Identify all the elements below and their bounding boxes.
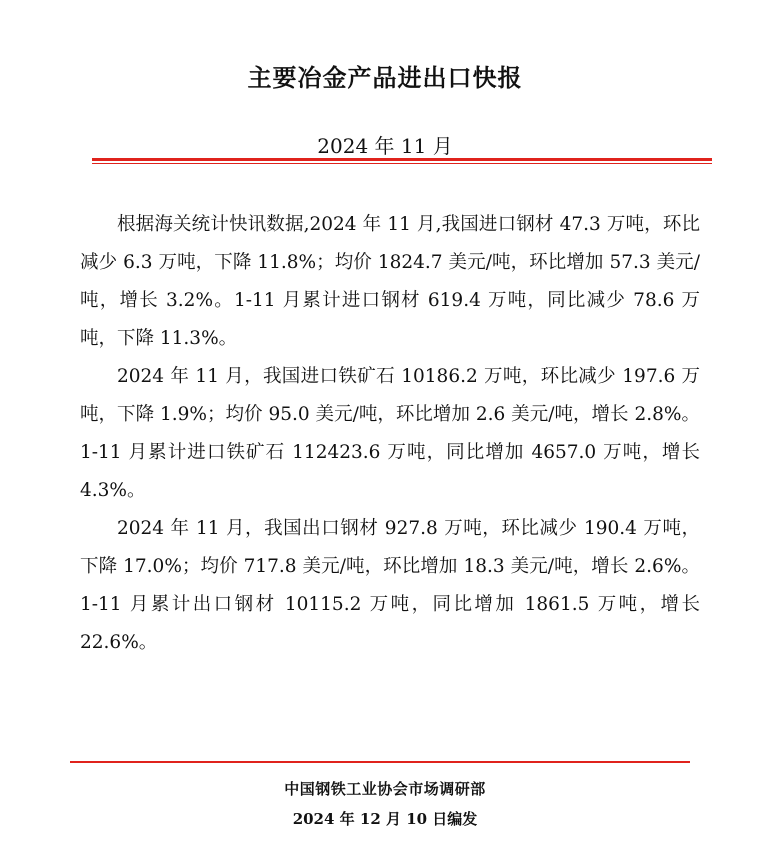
document-title: 主要冶金产品进出口快报 — [247, 64, 523, 92]
footer-rule — [70, 761, 690, 763]
header-rule-thin — [92, 163, 712, 164]
report-date: 2024 年 11 月 — [317, 134, 453, 158]
paragraph-iron-ore-imports: 2024 年 11 月，我国进口铁矿石 10186.2 万吨，环比减少 197.6 万吨，下降 1.9%；均价 95.0 美元/吨，环比增加 2.6 美元/吨，增长 2.8%。1-11 月累计进口铁矿石 112423.6 万吨，同比增加 4657.0 万吨，增长 4.3%。 — [80, 366, 700, 501]
paragraph-steel-exports: 2024 年 11 月，我国出口钢材 927.8 万吨，环比减少 190.4 万吨，下降 17.0%；均价 717.8 美元/吨，环比增加 18.3 美元/吨，增长 2.6%。1-11 月累计出口钢材 10115.2 万吨，同比增加 1861.5 万吨，增长 22.6%。 — [80, 518, 700, 653]
header-rule-thick — [92, 158, 712, 161]
paragraph-steel-imports: 根据海关统计快讯数据,2024 年 11 月,我国进口钢材 47.3 万吨，环比减少 6.3 万吨，下降 11.8%；均价 1824.7 美元/吨，环比增加 57.3 美元/吨，增长 3.2%。1-11 月累计进口钢材 619.4 万吨，同比减少 78.6 万吨，下降 11.3%。 — [80, 214, 700, 349]
report-body — [80, 206, 700, 662]
issuing-organization: 中国钢铁工业协会市场调研部 — [284, 780, 486, 798]
compile-date: 2024 年 12 月 10 日编发 — [292, 810, 478, 828]
